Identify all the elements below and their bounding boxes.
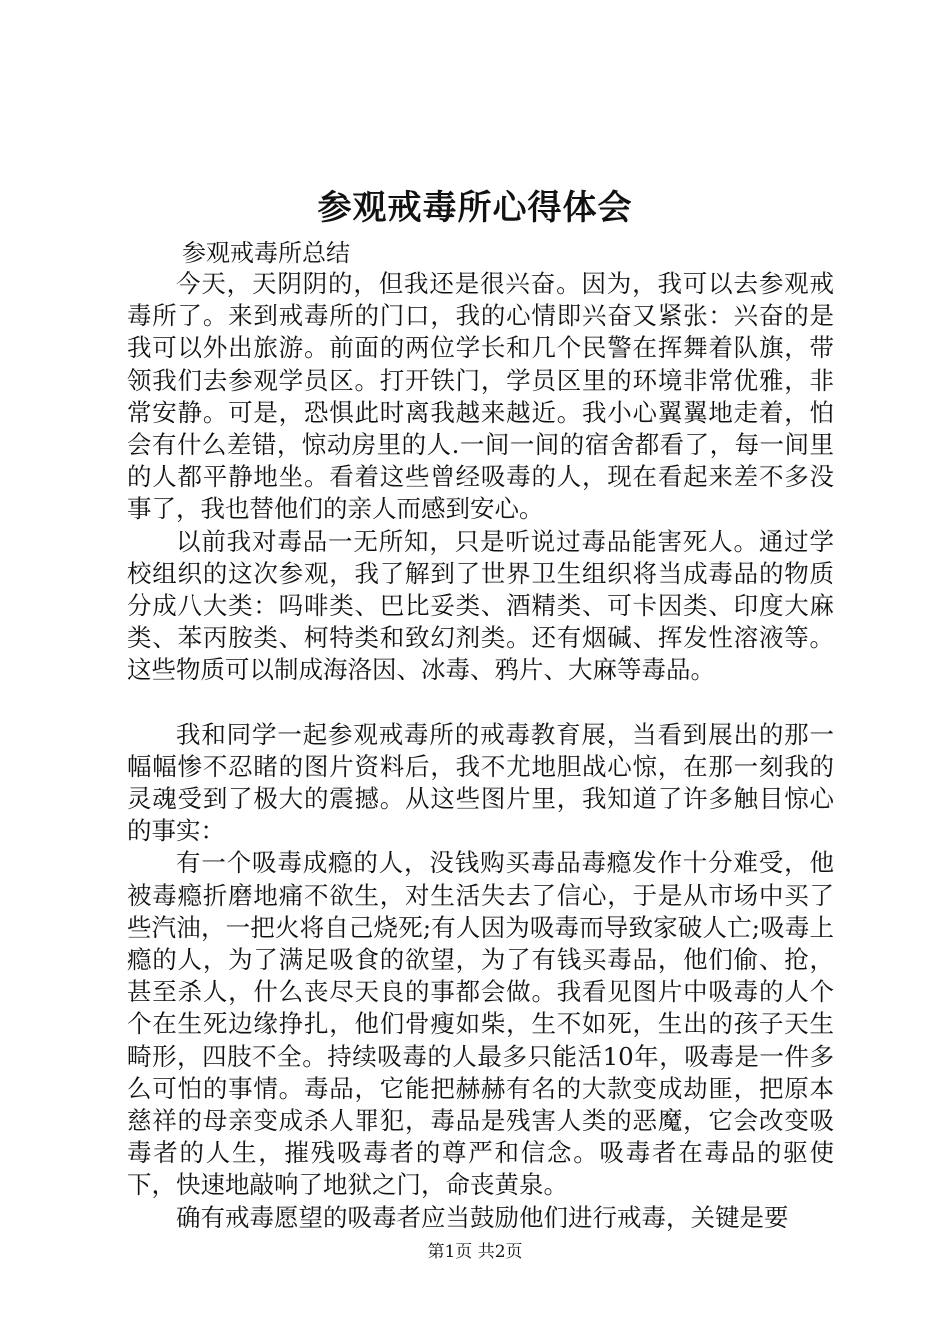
paragraph-exhibition: 我和同学一起参观戒毒所的戒毒教育展，当看到展出的那一幅幅惨不忍睹的图片资料后，我不尤地胆战心惊，在那一刻我的灵魂受到了极大的震撼。从这些图片里，我知道了许多触目惊心的事实： (127, 719, 834, 846)
paragraph-visit: 今天，天阴阴的，但我还是很兴奋。因为，我可以去参观戒毒所了。来到戒毒所的门口，我的心情即兴奋又紧张：兴奋的是我可以外出旅游。前面的两位学长和几个民警在挥舞着队旗，带领我们去参观学员区。打开铁门，学员区里的环境非常优雅，非常安静。可是，恐惧此时离我越来越近。我小心翼翼地走着，怕会有什么差错，惊动房里的人.一间一间的宿舍都看了，每一间里的人都平静地坐。看着这些曾经吸毒的人，现在看起来差不多没事了，我也替他们的亲人而感到安心。 (127, 269, 834, 524)
paragraph-harms: 有一个吸毒成瘾的人，没钱购买毒品毒瘾发作十分难受，他被毒瘾折磨地痛不欲生，对生活失去了信心，于是从市场中买了些汽油，一把火将自己烧死;有人因为吸毒而导致家破人亡;吸毒上瘾的人，为了满足吸食的欲望，为了有钱买毒品，他们偷、抢，甚至杀人，什么丧尽天良的事都会做。我看见图片中吸毒的人个个在生死边缘挣扎，他们骨瘦如柴，生不如死，生出的孩子天生畸形，四肢不全。持续吸毒的人最多只能活10年，吸毒是一件多么可怕的事情。毒品，它能把赫赫有名的大款变成劫匪，把原本慈祥的母亲变成杀人罪犯，毒品是残害人类的恶魔，它会改变吸毒者的人生，摧残吸毒者的尊严和信念。吸毒者在毒品的驱使下，快速地敲响了地狱之门，命丧黄泉。 (127, 848, 834, 1200)
document-subtitle: 参观戒毒所总结 (182, 239, 350, 267)
paragraph-rehab: 确有戒毒愿望的吸毒者应当鼓励他们进行戒毒，关键是要 (176, 1202, 789, 1232)
page-title: 参观戒毒所心得体会 (317, 188, 633, 228)
paragraph-gap (127, 687, 834, 719)
paragraph-drug-categories: 以前我对毒品一无所知，只是听说过毒品能害死人。通过学校组织的这次参观，我了解到了世界卫生组织将当成毒品的物质分成八大类：吗啡类、巴比妥类、酒精类、可卡因类、印度大麻类、苯丙胺类、柯特类和致幻剂类。还有烟碱、挥发性溶液等。这些物质可以制成海洛因、冰毒、鸦片、大麻等毒品。 (127, 526, 834, 685)
document-body (127, 268, 834, 1234)
page-footer: 第1页 共2页 (427, 1242, 523, 1262)
